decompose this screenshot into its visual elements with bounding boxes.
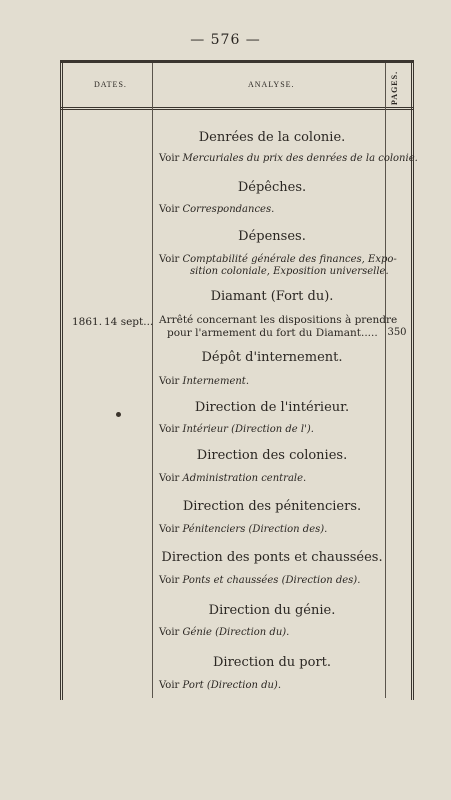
header-rule <box>60 107 414 110</box>
cross-reference: Voir Comptabilité générale des finances, Expo- <box>159 254 397 265</box>
column-header-analyse: ANALYSE. <box>248 80 295 89</box>
column-divider-dates <box>152 63 153 698</box>
section-heading: Dépenses. <box>238 229 306 244</box>
cross-reference: Voir Intérieur (Direction de l'). <box>159 424 314 435</box>
cross-reference: Voir Port (Direction du). <box>159 680 282 691</box>
cross-reference: Voir Mercuriales du prix des denrées de la colonie. <box>159 153 418 164</box>
cross-reference: Voir Internement. <box>159 376 250 387</box>
entry-text-continued: pour l'armement du fort du Diamant..... <box>167 327 378 339</box>
entry-day: 14 sept... <box>104 316 154 328</box>
cross-reference-continued: sition coloniale, Exposition universelle. <box>190 266 389 277</box>
section-heading: Direction des colonies. <box>196 448 348 463</box>
cross-reference: Voir Génie (Direction du). <box>159 627 290 638</box>
entry-page-reference: 350 <box>387 327 407 338</box>
section-heading: Direction du port. <box>212 655 332 670</box>
page-number: — 576 — <box>190 32 261 48</box>
top-rule <box>60 60 414 63</box>
section-heading: Direction de l'intérieur. <box>194 400 350 415</box>
column-header-pages: PAGES. <box>390 70 399 105</box>
cross-reference: Voir Correspondances. <box>159 204 275 215</box>
section-heading: Direction du génie. <box>208 603 336 618</box>
section-heading: Diamant (Fort du). <box>210 289 334 304</box>
section-heading: Denrées de la colonie. <box>198 130 346 145</box>
cross-reference: Voir Ponts et chaussées (Direction des). <box>159 575 361 586</box>
entry-year: 1861. <box>72 316 103 328</box>
section-heading: Direction des ponts et chaussées. <box>161 550 383 565</box>
ink-spot <box>116 412 121 417</box>
entry-text: Arrêté concernant les dispositions à prendre <box>159 314 398 326</box>
cross-reference: Voir Pénitenciers (Direction des). <box>159 524 328 535</box>
column-header-dates: DATES. <box>94 80 127 89</box>
cross-reference: Voir Administration centrale. <box>159 473 307 484</box>
section-heading: Dépêches. <box>237 180 307 195</box>
section-heading: Dépôt d'internement. <box>201 350 343 365</box>
section-heading: Direction des pénitenciers. <box>182 499 362 514</box>
